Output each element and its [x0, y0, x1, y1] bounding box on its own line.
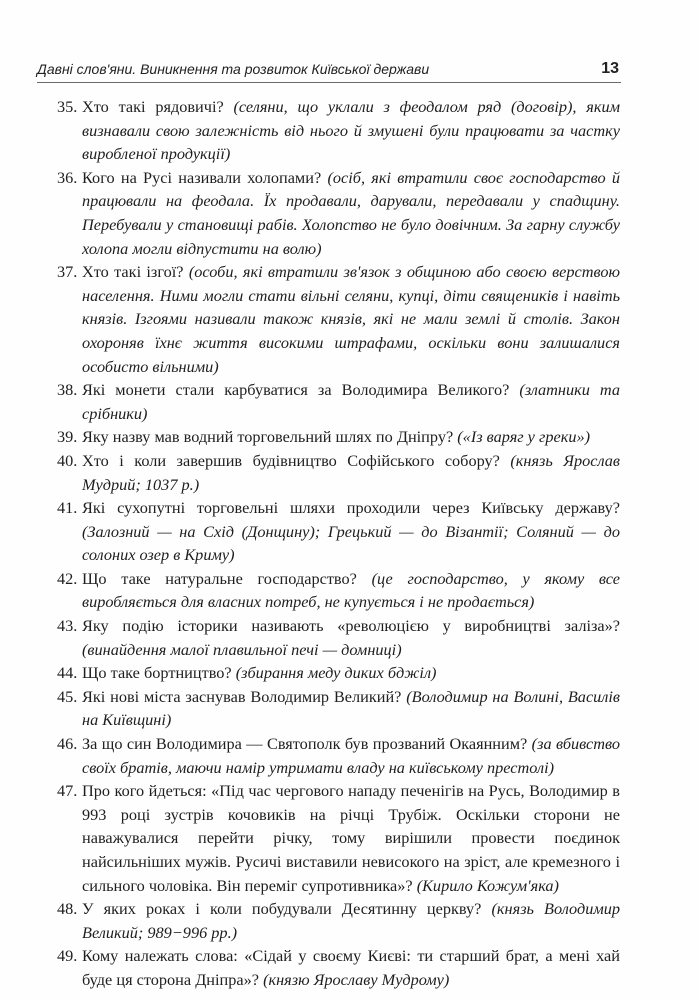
question-item-44 — [57, 661, 620, 685]
running-header — [37, 58, 621, 83]
question-item-40 — [57, 449, 620, 496]
question-item-36 — [57, 166, 620, 260]
answer-text: (Кирило Кожум'яка) — [416, 875, 559, 895]
question-item-47 — [57, 779, 620, 897]
question-text: Хто і коли завершив будівництво Софійського собору? — [82, 450, 500, 470]
answer-text: (особи, які втратили зв'язок з общиною або своєю верствою населення. Ними могли стати вільні селяни, купці, діти священиків і навіть князів. Ізгоями називали також князів, які не мали землі й столів. Закон охороняв їхнє життя високими штрафами, оскільки вони залишалися особисто вільними) — [82, 262, 620, 376]
question-text: Яку подію історики називають «революцією у виробництві заліза»? — [82, 616, 620, 636]
question-number: 47. — [57, 781, 78, 801]
question-list — [57, 95, 620, 992]
question-text: Хто такі рядовичі? — [82, 97, 224, 116]
question-number: 46. — [57, 734, 78, 754]
question-item-45 — [57, 685, 620, 732]
question-item-37 — [57, 260, 620, 378]
question-item-43 — [57, 614, 620, 661]
question-text: Що таке бортництво? — [82, 663, 232, 683]
question-item-41 — [57, 496, 620, 567]
answer-text: (князь Володимир Великий; 989−996 рр.) — [82, 899, 621, 942]
answer-text: (Залозний — на Схід (Донщину); Грецький — до Візантії; Соляний — до солоних озер в Криму) — [82, 521, 620, 565]
question-number: 40. — [57, 450, 78, 470]
question-number: 38. — [57, 380, 78, 400]
question-number: 36. — [57, 167, 78, 187]
question-text: Кого на Русі називали холопами? — [82, 167, 322, 187]
question-text: За що син Володимира — Святополк був прозваний Окаянним? — [82, 734, 528, 754]
question-number: 39. — [57, 427, 78, 447]
answer-text: («Із варяг у греки») — [457, 427, 591, 447]
question-text: Які сухопутні торговельні шляхи проходили через Київську державу? — [82, 498, 620, 518]
question-text: Кому належать слова: «Сідай у своєму Києві: ти старший брат, а мені хай буде ця сторона Дніпра»? — [82, 946, 620, 989]
question-number: 45. — [57, 686, 78, 706]
page-number: 13 — [601, 60, 619, 77]
answer-text: (Володимир на Волині, Василів на Київщині) — [82, 686, 620, 730]
answer-text: (за вбивство своїх братів, маючи намір утримати владу на київському престолі) — [82, 734, 620, 777]
question-item-42 — [57, 567, 620, 614]
question-text: Які нові міста заснував Володимир Великий? — [82, 686, 402, 706]
question-number: 48. — [57, 899, 78, 919]
question-number: 43. — [57, 616, 78, 636]
question-number: 41. — [57, 498, 78, 518]
question-text: Хто такі ізгої? — [82, 262, 184, 282]
answer-text: (це господарство, у якому все виробляється для власних потреб, не купується і не продається) — [82, 568, 620, 612]
question-text: У яких роках і коли побудували Десятинну церкву? — [82, 899, 482, 919]
question-item-38 — [57, 378, 620, 425]
answer-text: (златники та срібники) — [82, 380, 620, 423]
question-item-48 — [57, 897, 620, 944]
question-number: 44. — [57, 663, 78, 683]
question-text: Які монети стали карбуватися за Володимира Великого? — [82, 380, 510, 400]
question-item-35 — [57, 95, 620, 166]
answer-text: (винайдення малої плавильної печі — домниці) — [82, 639, 402, 659]
answer-text: (князь Ярослав Мудрий; 1037 р.) — [82, 450, 620, 494]
question-item-49 — [57, 944, 620, 991]
question-number: 37. — [57, 262, 78, 282]
chapter-title: Давні слов'яни. Виникнення та розвиток Київської держави — [37, 61, 430, 77]
question-item-46 — [57, 732, 620, 779]
question-text: Що таке натуральне господарство? — [82, 568, 357, 588]
question-text: Про кого йдеться: «Під час чергового нападу печенігів на Русь, Володимир в 993 році зустрів кочовиків на річці Трубіж. Оскільки сторони не наважувалися перейти річку, тому вирішили провести поєдинок найсильніших мужів. Русичі виставили невисокого на зріст, але кремезного і сильного чоловіка. Він переміг супротивника»? — [82, 781, 620, 895]
question-text: Яку назву мав водний торговельний шлях по Дніпру? — [82, 427, 454, 447]
question-item-39 — [57, 425, 620, 449]
question-number: 42. — [57, 568, 78, 588]
question-number: 49. — [57, 946, 78, 966]
answer-text: (князю Ярославу Мудрому) — [263, 969, 450, 989]
answer-text: (селяни, що уклали з феодалом ряд (договір), яким визнавали свою залежність від нього й змушені були працювати за частку виробленої продукції) — [82, 97, 620, 164]
answer-text: (осіб, які втратили своє господарство й працювали на феодала. Їх продавали, дарували, передавали у спадщину. Перебували у становищі рабів. Холопство не було довічним. За гарну службу холопа могли відпустити на волю) — [82, 167, 620, 258]
question-number: 35. — [57, 97, 78, 116]
answer-text: (збирання меду диких бджіл) — [235, 663, 437, 683]
